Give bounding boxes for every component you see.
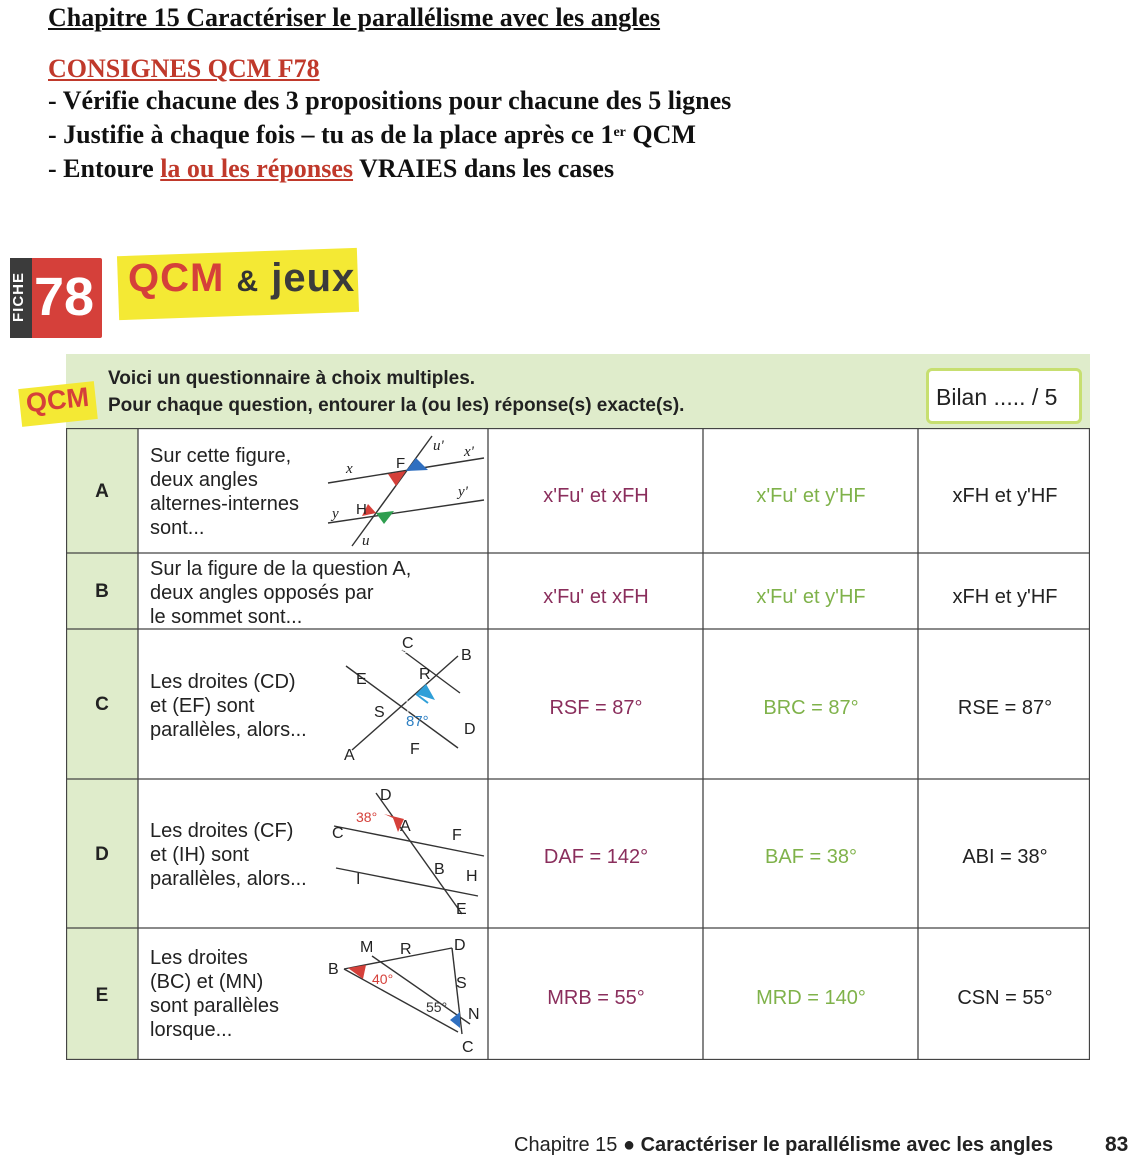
- answer-e2[interactable]: MRD = 140°: [756, 987, 866, 1009]
- svg-text:y': y': [458, 484, 468, 500]
- svg-text:D: D: [380, 787, 392, 804]
- svg-text:D: D: [454, 937, 466, 954]
- chapter-heading: Chapitre 15 Caractériser le parallélisme avec les angles: [48, 3, 661, 32]
- figure-c: [344, 635, 476, 764]
- svg-text:M: M: [360, 939, 374, 956]
- svg-text:C: C: [332, 825, 344, 842]
- svg-text:E: E: [456, 901, 467, 918]
- row-label-e: E: [95, 985, 109, 1006]
- answer-e3[interactable]: CSN = 55°: [957, 987, 1053, 1009]
- svg-text:y: y: [332, 506, 339, 522]
- svg-text:S: S: [456, 975, 467, 992]
- instruction-2: - Justifie à chaque fois – tu as de la place après ce 1er QCM: [48, 120, 696, 149]
- instruction-3: - Entoure la ou les réponses VRAIES dans les cases: [48, 154, 615, 183]
- svg-text:x': x': [464, 444, 474, 460]
- svg-text:C: C: [462, 1039, 474, 1056]
- answer-c2[interactable]: BRC = 87°: [763, 697, 859, 719]
- svg-text:R: R: [419, 666, 431, 683]
- svg-text:S: S: [374, 704, 385, 721]
- svg-text:55°: 55°: [426, 999, 448, 1015]
- page-number: 83: [1105, 1133, 1129, 1156]
- answer-b3[interactable]: xFH et y'HF: [952, 586, 1058, 608]
- svg-text:I: I: [356, 871, 361, 888]
- svg-text:H: H: [356, 501, 367, 518]
- question-d-text: Les droites (CF) et (IH) sont parallèles, alors...: [150, 820, 307, 890]
- answer-d2[interactable]: BAF = 38°: [765, 846, 857, 868]
- svg-text:38°: 38°: [356, 809, 378, 825]
- answer-a3[interactable]: xFH et y'HF: [952, 485, 1058, 507]
- svg-text:u: u: [362, 533, 370, 549]
- question-a-text: Sur cette figure, deux angles alternes-internes sont...: [150, 445, 299, 539]
- row-label-d: D: [95, 844, 109, 865]
- qcm-tag: QCM: [24, 381, 91, 419]
- svg-text:87°: 87°: [406, 713, 429, 730]
- instruction-1: - Vérifie chacune des 3 propositions pour chacune des 5 lignes: [48, 86, 732, 115]
- svg-text:N: N: [468, 1006, 480, 1023]
- svg-text:E: E: [356, 671, 367, 688]
- answer-d1[interactable]: DAF = 142°: [543, 846, 649, 868]
- svg-text:F: F: [396, 455, 406, 472]
- question-e-text: Les droites (BC) et (MN) sont parallèles lorsque...: [150, 947, 279, 1041]
- bilan-score: Bilan ..... / 5: [936, 384, 1058, 410]
- figure-a: [328, 436, 484, 549]
- figure-d: [332, 787, 484, 918]
- figure-e: [328, 937, 480, 1056]
- fiche-label: FICHE: [10, 272, 27, 322]
- answer-e1[interactable]: MRB = 55°: [547, 987, 645, 1009]
- document-header: [48, 2, 1128, 186]
- answer-b1[interactable]: x'Fu' et xFH: [543, 586, 649, 608]
- answer-a2[interactable]: x'Fu' et y'HF: [756, 485, 866, 507]
- page-footer: Chapitre 15 ● Caractériser le parallélisme avec les angles: [514, 1134, 1054, 1156]
- intro-line-1: Voici un questionnaire à choix multiples.: [108, 368, 476, 389]
- question-b-text: Sur la figure de la question A, deux angles opposés par le sommet sont...: [150, 558, 412, 628]
- intro-line-2: Pour chaque question, entourer la (ou les) réponse(s) exacte(s).: [108, 395, 685, 416]
- question-c-text: Les droites (CD) et (EF) sont parallèles, alors...: [150, 671, 307, 741]
- svg-text:B: B: [328, 961, 339, 978]
- svg-text:C: C: [402, 635, 414, 652]
- svg-text:F: F: [410, 741, 420, 758]
- svg-text:A: A: [400, 818, 411, 835]
- svg-text:R: R: [400, 941, 412, 958]
- row-label-b: B: [95, 581, 109, 602]
- row-label-a: A: [95, 481, 109, 502]
- qcm-jeux-title: QCM & jeux: [128, 256, 356, 300]
- answer-d3[interactable]: ABI = 38°: [962, 846, 1048, 868]
- svg-text:x: x: [346, 461, 353, 477]
- fiche-number: 78: [34, 267, 95, 327]
- svg-text:40°: 40°: [372, 971, 394, 987]
- label-column: [66, 428, 138, 1060]
- consignes-title: CONSIGNES QCM F78: [48, 54, 320, 83]
- answer-c3[interactable]: RSE = 87°: [957, 697, 1053, 719]
- svg-text:B: B: [434, 861, 445, 878]
- svg-text:D: D: [464, 721, 476, 738]
- row-label-c: C: [95, 694, 109, 715]
- answer-a1[interactable]: x'Fu' et xFH: [543, 485, 649, 507]
- svg-text:B: B: [461, 647, 472, 664]
- answer-c1[interactable]: RSF = 87°: [549, 697, 643, 719]
- svg-text:u': u': [433, 438, 444, 454]
- answer-b2[interactable]: x'Fu' et y'HF: [756, 586, 866, 608]
- svg-text:H: H: [466, 868, 478, 885]
- svg-text:F: F: [452, 827, 462, 844]
- svg-text:A: A: [344, 747, 355, 764]
